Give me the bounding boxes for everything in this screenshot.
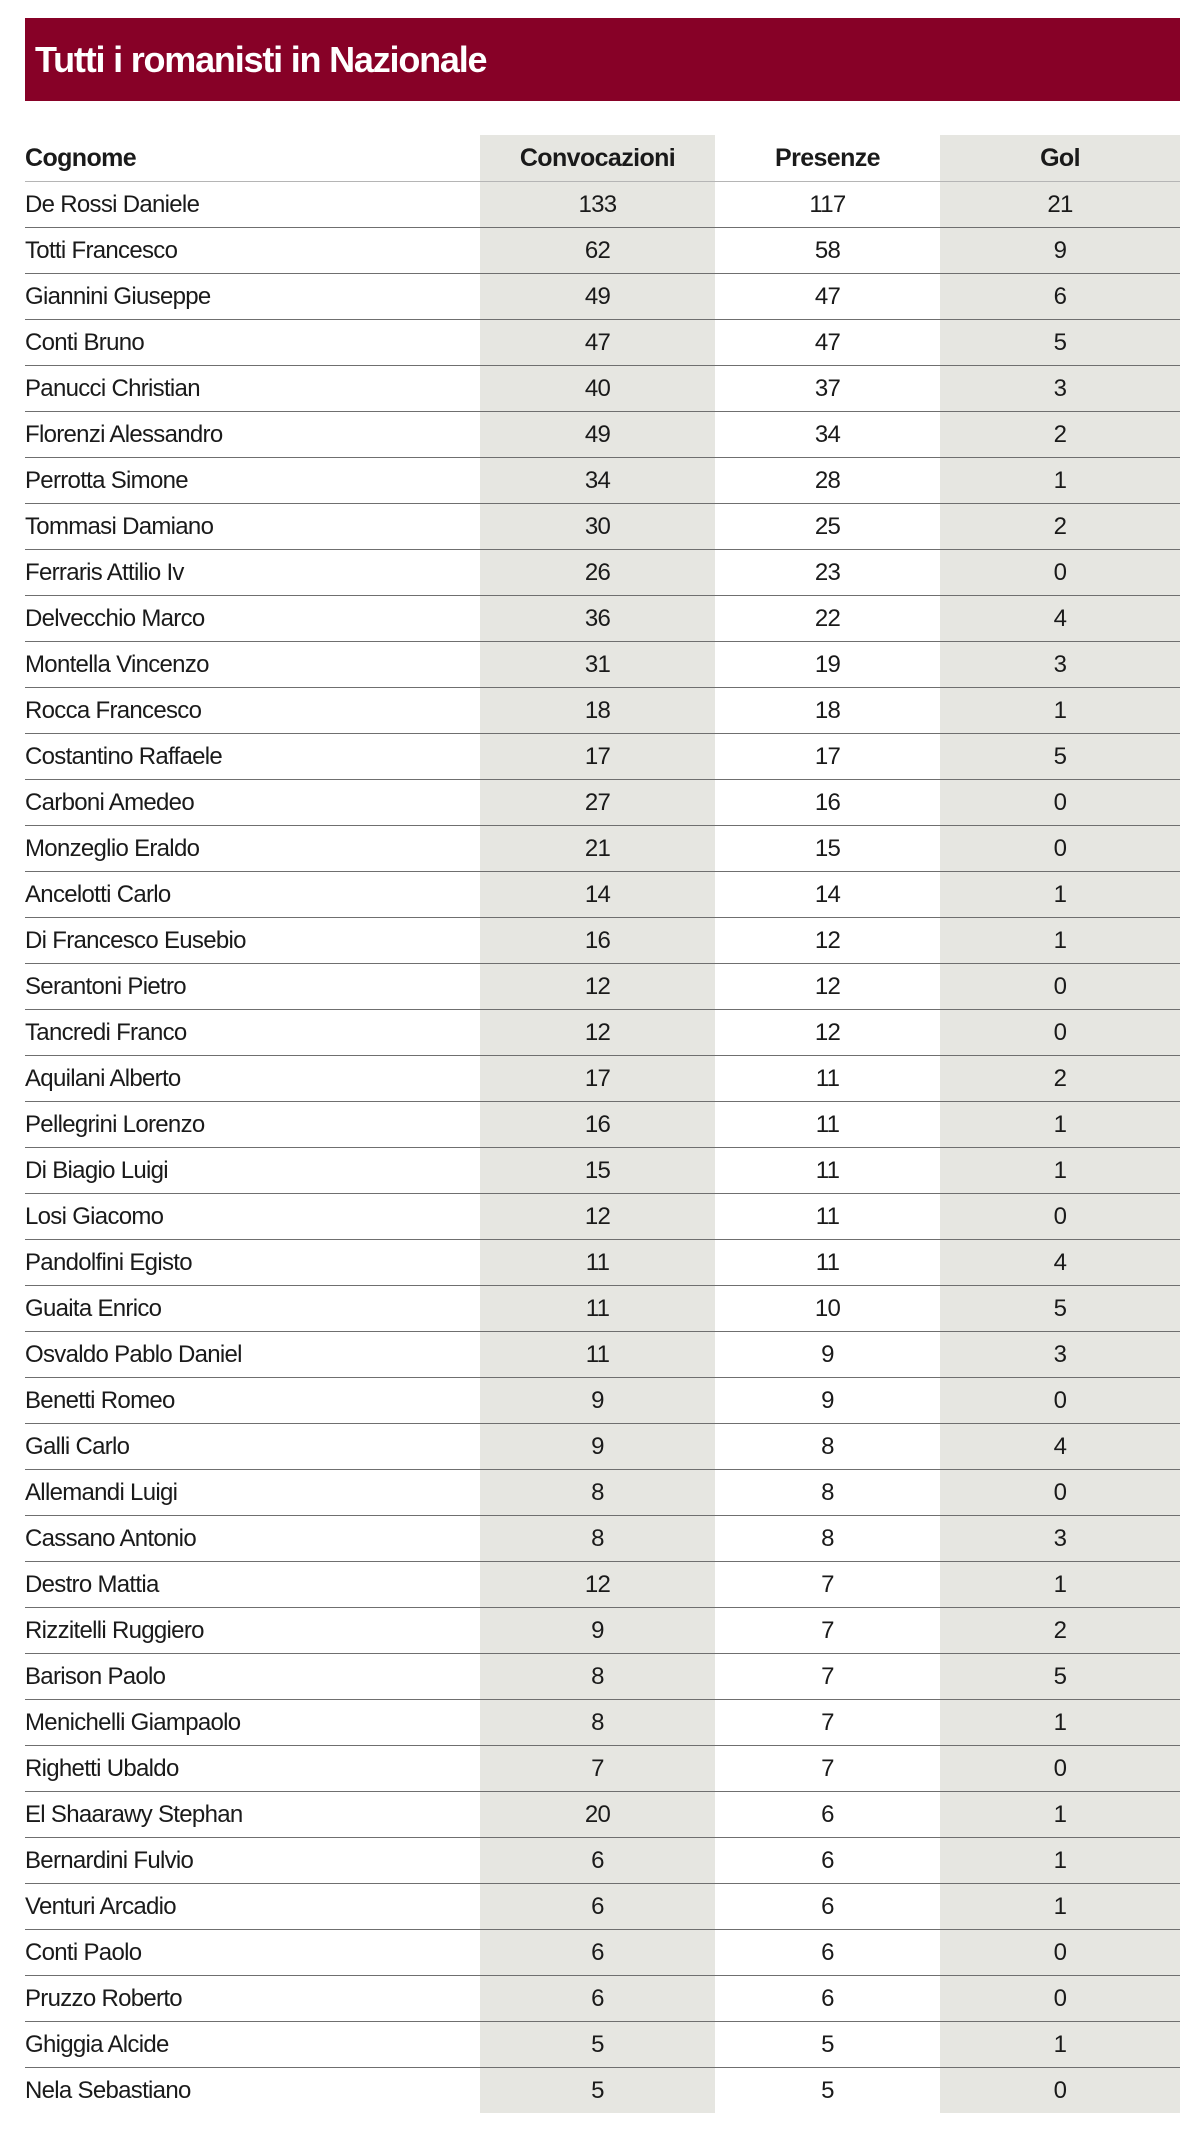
players-table-wrapper bbox=[25, 135, 1180, 2113]
cell-gol: 0 bbox=[940, 1746, 1180, 1792]
table-row bbox=[25, 1332, 1180, 1378]
cell-cognome: Nela Sebastiano bbox=[25, 2076, 191, 2104]
cell-presenze: 6 bbox=[715, 1930, 940, 1976]
cell-presenze: 17 bbox=[715, 734, 940, 780]
cell-gol: 0 bbox=[940, 780, 1180, 826]
table-body bbox=[25, 182, 1180, 2114]
cell-convocazioni: 6 bbox=[480, 1884, 715, 1930]
cell-presenze: 47 bbox=[715, 274, 940, 320]
table-row bbox=[25, 1838, 1180, 1884]
cell-cognome: Losi Giacomo bbox=[25, 1194, 480, 1240]
cell-cognome: Ghiggia Alcide bbox=[25, 2022, 480, 2068]
cell-gol: 9 bbox=[940, 228, 1180, 274]
cell-convocazioni: 9 bbox=[480, 1424, 715, 1470]
cell-cognome: Serantoni Pietro bbox=[25, 964, 480, 1010]
cell-cognome: Monzeglio Eraldo bbox=[25, 826, 480, 872]
cell-gol: 0 bbox=[940, 1976, 1180, 2022]
cell-gol: 0 bbox=[940, 1194, 1180, 1240]
cell-gol: 1 bbox=[940, 1148, 1180, 1194]
table-row bbox=[25, 366, 1180, 412]
cell-gol: 0 bbox=[1053, 2076, 1067, 2104]
cell-convocazioni: 26 bbox=[480, 550, 715, 596]
cell-cognome: Ancelotti Carlo bbox=[25, 872, 480, 918]
cell-gol: 1 bbox=[940, 2022, 1180, 2068]
table-row bbox=[25, 1562, 1180, 1608]
cell-cognome: Allemandi Luigi bbox=[25, 1470, 480, 1516]
column-header-convocazioni: Convocazioni bbox=[480, 135, 715, 182]
cell-convocazioni: 8 bbox=[480, 1654, 715, 1700]
cell-convocazioni: 17 bbox=[480, 734, 715, 780]
cell-cognome: Di Francesco Eusebio bbox=[25, 918, 480, 964]
cell-gol: 3 bbox=[940, 1332, 1180, 1378]
cell-gol: 1 bbox=[940, 1792, 1180, 1838]
cell-cognome: Benetti Romeo bbox=[25, 1378, 480, 1424]
cell-gol: 4 bbox=[940, 1240, 1180, 1286]
cell-gol: 21 bbox=[940, 182, 1180, 228]
cell-convocazioni: 6 bbox=[480, 1930, 715, 1976]
table-row bbox=[25, 182, 1180, 228]
cell-gol: 1 bbox=[940, 1700, 1180, 1746]
cell-gol: 3 bbox=[940, 642, 1180, 688]
cell-convocazioni: 5 bbox=[480, 2022, 715, 2068]
cell-convocazioni: 8 bbox=[480, 1516, 715, 1562]
table-row bbox=[25, 1378, 1180, 1424]
title-bar bbox=[25, 18, 1180, 101]
cell-convocazioni: 49 bbox=[480, 274, 715, 320]
cell-cognome: Conti Bruno bbox=[25, 320, 480, 366]
cell-presenze: 7 bbox=[715, 1700, 940, 1746]
table-row bbox=[25, 780, 1180, 826]
table-row bbox=[25, 2022, 1180, 2068]
table-row bbox=[25, 1884, 1180, 1930]
cell-convocazioni: 12 bbox=[480, 964, 715, 1010]
table-row bbox=[25, 1286, 1180, 1332]
cell-cognome: Cassano Antonio bbox=[25, 1516, 480, 1562]
cell-cognome: Conti Paolo bbox=[25, 1930, 480, 1976]
cell-gol: 0 bbox=[940, 1378, 1180, 1424]
cell-convocazioni: 17 bbox=[480, 1056, 715, 1102]
cell-gol: 2 bbox=[940, 412, 1180, 458]
cell-presenze: 8 bbox=[715, 1470, 940, 1516]
cell-cognome: Di Biagio Luigi bbox=[25, 1148, 480, 1194]
table-row bbox=[25, 550, 1180, 596]
cell-cognome: Guaita Enrico bbox=[25, 1286, 480, 1332]
cell-cognome: Panucci Christian bbox=[25, 366, 480, 412]
cell-presenze: 12 bbox=[715, 964, 940, 1010]
cell-gol: 3 bbox=[940, 1516, 1180, 1562]
cell-gol: 1 bbox=[940, 1884, 1180, 1930]
cell-cognome: Perrotta Simone bbox=[25, 458, 480, 504]
cell-gol: 3 bbox=[940, 366, 1180, 412]
cell-presenze: 15 bbox=[715, 826, 940, 872]
cell-presenze: 117 bbox=[715, 182, 940, 228]
cell-cognome: Tancredi Franco bbox=[25, 1010, 480, 1056]
cell-cognome: Pellegrini Lorenzo bbox=[25, 1102, 480, 1148]
cell-convocazioni: 47 bbox=[480, 320, 715, 366]
cell-gol: 0 bbox=[940, 826, 1180, 872]
column-header-cognome: Cognome bbox=[25, 135, 480, 182]
table-row bbox=[25, 1516, 1180, 1562]
table-row bbox=[25, 1148, 1180, 1194]
cell-cognome: Carboni Amedeo bbox=[25, 780, 480, 826]
table-row bbox=[25, 1654, 1180, 1700]
table-row bbox=[25, 826, 1180, 872]
cell-convocazioni: 21 bbox=[480, 826, 715, 872]
column-header-presenze: Presenze bbox=[715, 135, 940, 182]
cell-presenze: 6 bbox=[715, 1884, 940, 1930]
cell-presenze: 47 bbox=[715, 320, 940, 366]
cell-gol: 0 bbox=[940, 1010, 1180, 1056]
table-row bbox=[25, 1608, 1180, 1654]
cell-presenze: 11 bbox=[715, 1240, 940, 1286]
cell-presenze: 7 bbox=[715, 1654, 940, 1700]
cell-gol: 2 bbox=[940, 1056, 1180, 1102]
cell-presenze: 19 bbox=[715, 642, 940, 688]
cell-presenze: 28 bbox=[715, 458, 940, 504]
cell-presenze: 11 bbox=[715, 1056, 940, 1102]
cell-cognome: Osvaldo Pablo Daniel bbox=[25, 1332, 480, 1378]
table-row bbox=[25, 1746, 1180, 1792]
cell-convocazioni: 15 bbox=[480, 1148, 715, 1194]
cell-cognome: Costantino Raffaele bbox=[25, 734, 480, 780]
table-row bbox=[25, 964, 1180, 1010]
cell-convocazioni: 9 bbox=[480, 1378, 715, 1424]
cell-gol: 5 bbox=[940, 1286, 1180, 1332]
cell-gol: 1 bbox=[940, 872, 1180, 918]
cell-gol: 0 bbox=[940, 550, 1180, 596]
cell-gol: 4 bbox=[940, 596, 1180, 642]
cell-gol: 4 bbox=[940, 1424, 1180, 1470]
table-row bbox=[25, 688, 1180, 734]
cell-convocazioni: 5 bbox=[591, 2076, 604, 2104]
table-row bbox=[25, 458, 1180, 504]
cell-presenze: 9 bbox=[715, 1378, 940, 1424]
table-row bbox=[25, 734, 1180, 780]
cell-presenze: 8 bbox=[715, 1516, 940, 1562]
cell-presenze: 34 bbox=[715, 412, 940, 458]
table-row bbox=[25, 504, 1180, 550]
cell-presenze: 58 bbox=[715, 228, 940, 274]
cell-convocazioni: 12 bbox=[480, 1194, 715, 1240]
cell-cognome: El Shaarawy Stephan bbox=[25, 1792, 480, 1838]
cell-cognome: Rocca Francesco bbox=[25, 688, 480, 734]
cell-cognome: Totti Francesco bbox=[25, 228, 480, 274]
cell-convocazioni: 34 bbox=[480, 458, 715, 504]
cell-convocazioni: 8 bbox=[480, 1470, 715, 1516]
cell-convocazioni: 8 bbox=[480, 1700, 715, 1746]
cell-gol: 0 bbox=[940, 964, 1180, 1010]
cell-convocazioni: 7 bbox=[480, 1746, 715, 1792]
table-row bbox=[25, 1240, 1180, 1286]
cell-presenze: 5 bbox=[715, 2022, 940, 2068]
cell-presenze: 14 bbox=[715, 872, 940, 918]
cell-presenze: 11 bbox=[715, 1102, 940, 1148]
table-row bbox=[25, 2068, 1180, 2114]
cell-convocazioni: 9 bbox=[480, 1608, 715, 1654]
cell-convocazioni: 16 bbox=[480, 918, 715, 964]
cell-convocazioni: 11 bbox=[480, 1286, 715, 1332]
table-row bbox=[25, 274, 1180, 320]
cell-convocazioni: 11 bbox=[480, 1332, 715, 1378]
cell-presenze: 7 bbox=[715, 1746, 940, 1792]
table-row bbox=[25, 1194, 1180, 1240]
cell-cognome: De Rossi Daniele bbox=[25, 182, 480, 228]
cell-gol: 1 bbox=[940, 1562, 1180, 1608]
table-row bbox=[25, 320, 1180, 366]
cell-cognome: Delvecchio Marco bbox=[25, 596, 480, 642]
cell-convocazioni: 18 bbox=[480, 688, 715, 734]
cell-cognome: Pandolfini Egisto bbox=[25, 1240, 480, 1286]
cell-cognome: Righetti Ubaldo bbox=[25, 1746, 480, 1792]
cell-gol: 2 bbox=[940, 504, 1180, 550]
cell-convocazioni: 31 bbox=[480, 642, 715, 688]
cell-cognome: Menichelli Giampaolo bbox=[25, 1700, 480, 1746]
cell-presenze: 12 bbox=[715, 1010, 940, 1056]
table-row bbox=[25, 1010, 1180, 1056]
cell-cognome: Bernardini Fulvio bbox=[25, 1838, 480, 1884]
cell-gol: 6 bbox=[940, 274, 1180, 320]
cell-cognome: Florenzi Alessandro bbox=[25, 412, 480, 458]
table-row bbox=[25, 918, 1180, 964]
table-row bbox=[25, 1700, 1180, 1746]
cell-presenze: 6 bbox=[715, 1976, 940, 2022]
cell-presenze: 8 bbox=[715, 1424, 940, 1470]
table-row bbox=[25, 412, 1180, 458]
cell-cognome: Venturi Arcadio bbox=[25, 1884, 480, 1930]
cell-cognome: Barison Paolo bbox=[25, 1654, 480, 1700]
page-title: Tutti i romanisti in Nazionale bbox=[35, 38, 487, 80]
cell-presenze: 5 bbox=[821, 2076, 834, 2104]
cell-cognome: Tommasi Damiano bbox=[25, 504, 480, 550]
table-row bbox=[25, 228, 1180, 274]
cell-gol: 5 bbox=[940, 320, 1180, 366]
cell-presenze: 10 bbox=[715, 1286, 940, 1332]
cell-cognome: Ferraris Attilio Iv bbox=[25, 550, 480, 596]
cell-presenze: 11 bbox=[715, 1148, 940, 1194]
table-row bbox=[25, 596, 1180, 642]
cell-presenze: 11 bbox=[715, 1194, 940, 1240]
cell-gol: 1 bbox=[940, 918, 1180, 964]
cell-gol: 5 bbox=[940, 1654, 1180, 1700]
table-row bbox=[25, 1056, 1180, 1102]
cell-presenze: 7 bbox=[715, 1608, 940, 1654]
cell-gol: 1 bbox=[940, 1102, 1180, 1148]
table-row bbox=[25, 1102, 1180, 1148]
cell-convocazioni: 6 bbox=[480, 1976, 715, 2022]
players-table bbox=[25, 135, 1180, 2113]
cell-gol: 1 bbox=[940, 1838, 1180, 1884]
cell-cognome: Montella Vincenzo bbox=[25, 642, 480, 688]
cell-convocazioni: 16 bbox=[480, 1102, 715, 1148]
cell-presenze: 25 bbox=[715, 504, 940, 550]
cell-gol: 0 bbox=[940, 1470, 1180, 1516]
table-row bbox=[25, 1930, 1180, 1976]
cell-presenze: 9 bbox=[715, 1332, 940, 1378]
cell-convocazioni: 12 bbox=[480, 1562, 715, 1608]
cell-presenze: 12 bbox=[715, 918, 940, 964]
cell-convocazioni: 36 bbox=[480, 596, 715, 642]
table-row bbox=[25, 642, 1180, 688]
table-header-row bbox=[25, 135, 1180, 182]
table-row bbox=[25, 1792, 1180, 1838]
cell-presenze: 16 bbox=[715, 780, 940, 826]
cell-cognome: Galli Carlo bbox=[25, 1424, 480, 1470]
cell-convocazioni: 20 bbox=[480, 1792, 715, 1838]
cell-cognome: Giannini Giuseppe bbox=[25, 274, 480, 320]
cell-convocazioni: 12 bbox=[480, 1010, 715, 1056]
cell-gol: 1 bbox=[940, 458, 1180, 504]
cell-presenze: 6 bbox=[715, 1838, 940, 1884]
cell-cognome: Destro Mattia bbox=[25, 1562, 480, 1608]
cell-cognome: Pruzzo Roberto bbox=[25, 1976, 480, 2022]
table-row bbox=[25, 872, 1180, 918]
cell-convocazioni: 14 bbox=[480, 872, 715, 918]
column-header-gol: Gol bbox=[940, 135, 1180, 182]
cell-convocazioni: 27 bbox=[480, 780, 715, 826]
cell-convocazioni: 11 bbox=[480, 1240, 715, 1286]
cell-presenze: 6 bbox=[715, 1792, 940, 1838]
cell-convocazioni: 62 bbox=[480, 228, 715, 274]
cell-convocazioni: 6 bbox=[480, 1838, 715, 1884]
cell-presenze: 7 bbox=[715, 1562, 940, 1608]
cell-gol: 1 bbox=[940, 688, 1180, 734]
cell-gol: 5 bbox=[940, 734, 1180, 780]
cell-convocazioni: 40 bbox=[480, 366, 715, 412]
cell-convocazioni: 49 bbox=[480, 412, 715, 458]
cell-convocazioni: 30 bbox=[480, 504, 715, 550]
cell-cognome: Rizzitelli Ruggiero bbox=[25, 1608, 480, 1654]
cell-presenze: 22 bbox=[715, 596, 940, 642]
table-row bbox=[25, 1470, 1180, 1516]
table-row bbox=[25, 1976, 1180, 2022]
cell-gol: 0 bbox=[940, 1930, 1180, 1976]
cell-presenze: 37 bbox=[715, 366, 940, 412]
cell-gol: 2 bbox=[940, 1608, 1180, 1654]
cell-presenze: 18 bbox=[715, 688, 940, 734]
table-row bbox=[25, 1424, 1180, 1470]
cell-convocazioni: 133 bbox=[480, 182, 715, 228]
cell-presenze: 23 bbox=[715, 550, 940, 596]
cell-cognome: Aquilani Alberto bbox=[25, 1056, 480, 1102]
